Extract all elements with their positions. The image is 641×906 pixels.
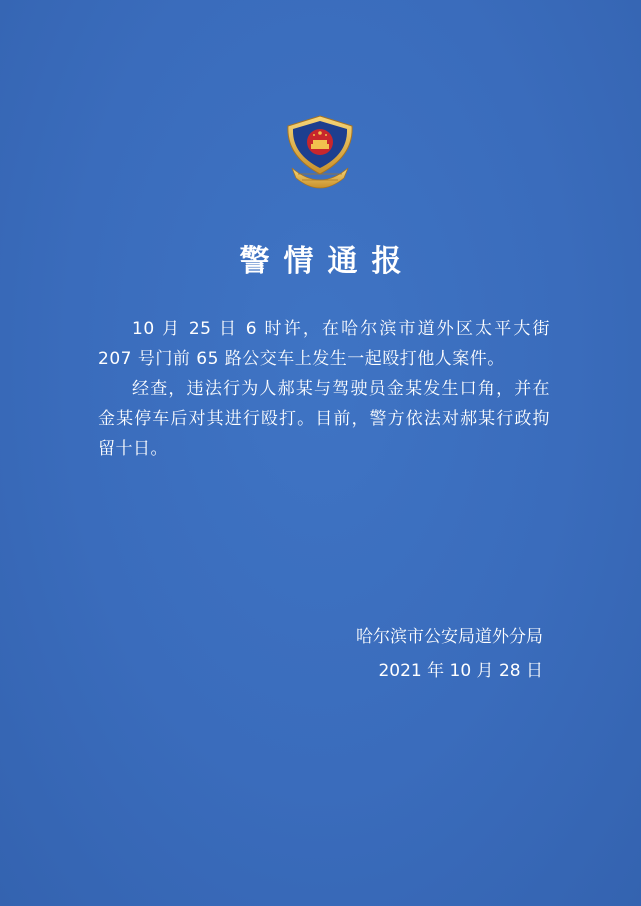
paragraph-incident: 10 月 25 日 6 时许，在哈尔滨市道外区太平大街 207 号门前 65 路公交车上发生一起殴打他人案件。 (98, 319, 550, 369)
notice-body (98, 314, 550, 464)
issue-date: 2021 年 10 月 28 日 (378, 661, 543, 681)
signature-block (356, 620, 543, 688)
police-badge-icon (278, 112, 362, 196)
page-title: 警情通报 (239, 244, 416, 279)
paragraph-result: 经查，违法行为人郝某与驾驶员金某发生口角，并在金某停车后对其进行殴打。目前，警方依法对郝某行政拘留十日。 (98, 379, 550, 459)
issuer-name: 哈尔滨市公安局道外分局 (356, 627, 543, 647)
